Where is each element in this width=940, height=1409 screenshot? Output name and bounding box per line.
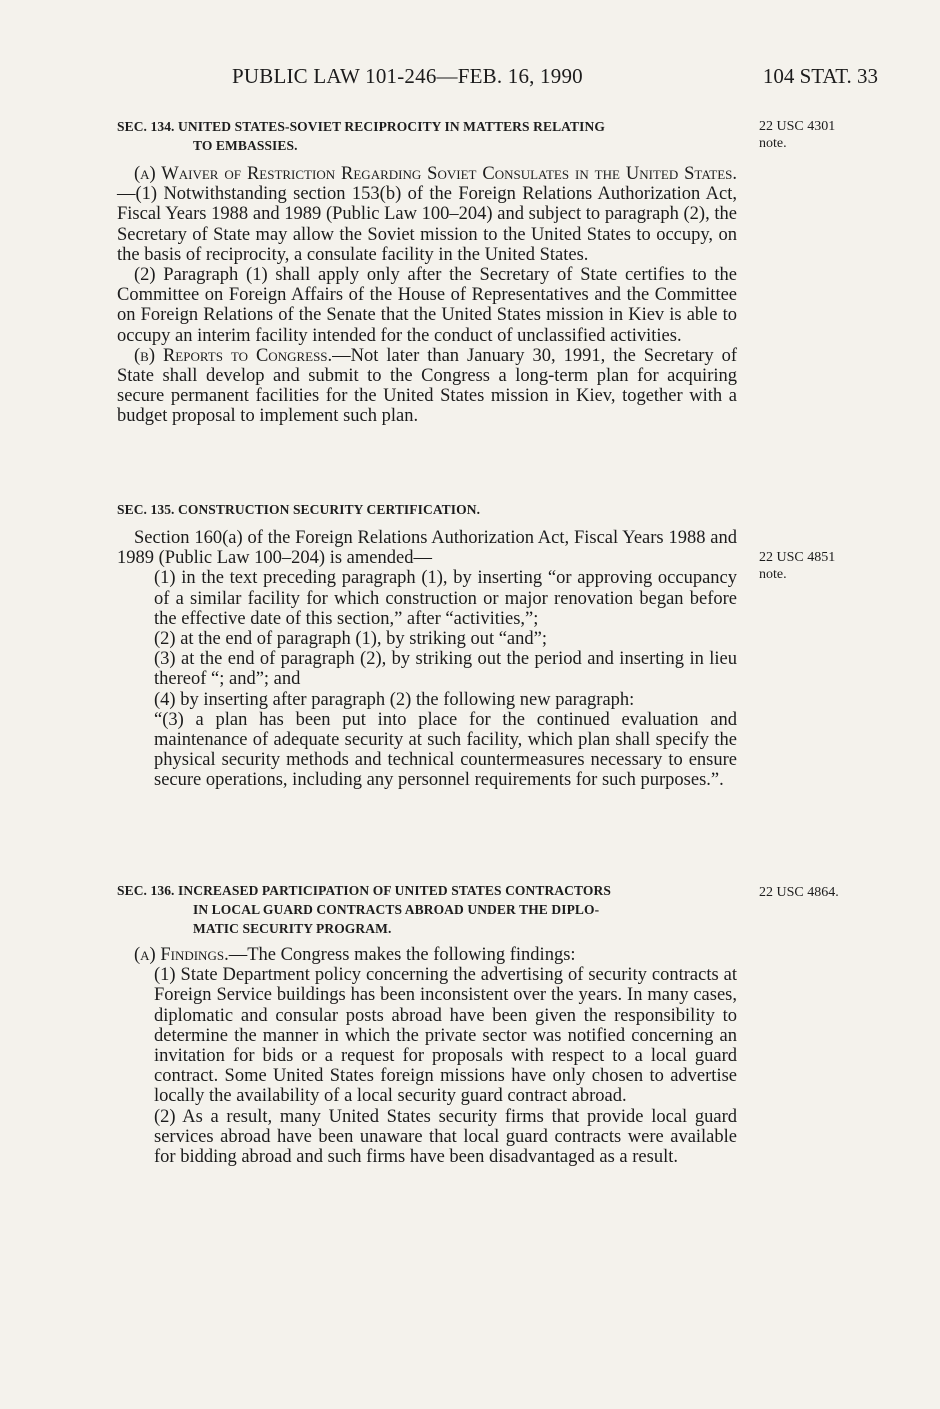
running-header (0, 64, 940, 94)
subsection-label: (a) Findings. (134, 945, 229, 965)
margin-note-line: note. (759, 567, 787, 582)
paragraph-a2: (2) Paragraph (1) shall apply only after the Secretary of State certifies to the Committee on Foreign Affairs of the House of Representatives and the Committee on Foreign Relations of the Senate that the United States mission in Kiev is able to occupy an interim facility intended for the conduct of unclassified activities. (117, 265, 737, 346)
section-136 (117, 881, 737, 1167)
paragraph-intro: Section 160(a) of the Foreign Relations Authorization Act, Fiscal Years 1988 and 1989 (Public Law 100–204) is amended— (117, 528, 737, 569)
header-stat-page: 104 STAT. 33 (762, 64, 878, 88)
section-heading (117, 881, 737, 938)
paragraph-text: —Not later than January 30, 1991, the Secretary of State shall develop and submit to the Congress a long-term plan for acquiring secure permanent facilities for the United States mission in Kiev, together with a budget proposal to implement such plan. (117, 345, 737, 427)
margin-note-line: 22 USC 4864. (759, 885, 839, 900)
margin-note-sec134 (759, 118, 879, 152)
paragraph-text: —(1) Notwithstanding section 153(b) of the Foreign Relations Authorization Act, Fiscal Years 1988 and 1989 (Public Law 100–204) and subject to paragraph (2), the Secretary of State may allow the Soviet mission to the United States to occupy, on the basis of reciprocity, a consulate facility in the United States. (117, 184, 737, 265)
section-heading-line: SEC. 136. INCREASED PARTICIPATION OF UNITED STATES CONTRACTORS (117, 883, 611, 898)
list-item: (2) at the end of paragraph (1), by striking out “and”; (154, 629, 547, 650)
list-item: (3) at the end of paragraph (2), by striking out the period and inserting in lieu thereof “; and”; and (154, 649, 737, 690)
paragraph-text: —The Congress makes the following findings: (228, 945, 576, 965)
section-134 (117, 117, 737, 427)
margin-note-sec136 (759, 884, 879, 901)
margin-note-line: 22 USC 4301 (759, 119, 836, 134)
section-heading-line: SEC. 134. UNITED STATES-SOVIET RECIPROCITY IN MATTERS RELATING (117, 119, 605, 134)
list-item: (2) As a result, many United States security firms that provide local guard services abroad have been unaware that local guard contracts were available for bidding abroad and such firms have been disadvantaged as a result. (154, 1106, 737, 1168)
paragraph-b (117, 346, 737, 427)
list-item: (1) State Department policy concerning the advertising of security contracts at Foreign Service buildings has been inconsistent over the years. In many cases, diplomatic and consular posts abroad have been given the responsibility to determine the manner in which the private sector was notified concerning an invitation for bids or a request for proposals with respect to a local guard contract. Some United States foreign missions have only chosen to advertise locally the availability of a local security guard contract abroad. (154, 965, 737, 1107)
section-heading (117, 117, 737, 155)
subsection-label: (b) Reports to Congress. (134, 345, 333, 366)
list-item: (1) in the text preceding paragraph (1), by inserting “or approving occupancy of a similar facility for which construction or major renovation began before the effective date of this section,” after “activities,”; (154, 568, 737, 629)
margin-note-sec135 (759, 549, 879, 583)
section-135 (117, 500, 737, 791)
section-heading-line: IN LOCAL GUARD CONTRACTS ABROAD UNDER THE DIPLO- (193, 902, 600, 917)
section-heading: SEC. 135. CONSTRUCTION SECURITY CERTIFICATION. (117, 502, 481, 517)
quoted-paragraph: “(3) a plan has been put into place for the continued evaluation and maintenance of adequate security at such facility, which plan shall specify the physical security methods and technical countermeasures necessary to ensure secure operations, including any personnel requirements for such purposes.”. (154, 709, 737, 791)
section-heading-line: TO EMBASSIES. (193, 138, 298, 153)
list-item: (4) by inserting after paragraph (2) the following new paragraph: (154, 689, 635, 710)
subsection-label: (a) Waiver of Restriction Regarding Soviet Consulates in the United States. (134, 164, 737, 184)
header-title: PUBLIC LAW 101-246—FEB. 16, 1990 (232, 64, 583, 88)
paragraph-a (117, 945, 737, 965)
paragraph-a (117, 164, 737, 265)
margin-note-line: 22 USC 4851 (759, 550, 836, 565)
section-heading-line: MATIC SECURITY PROGRAM. (193, 921, 392, 936)
margin-note-line: note. (759, 136, 787, 151)
